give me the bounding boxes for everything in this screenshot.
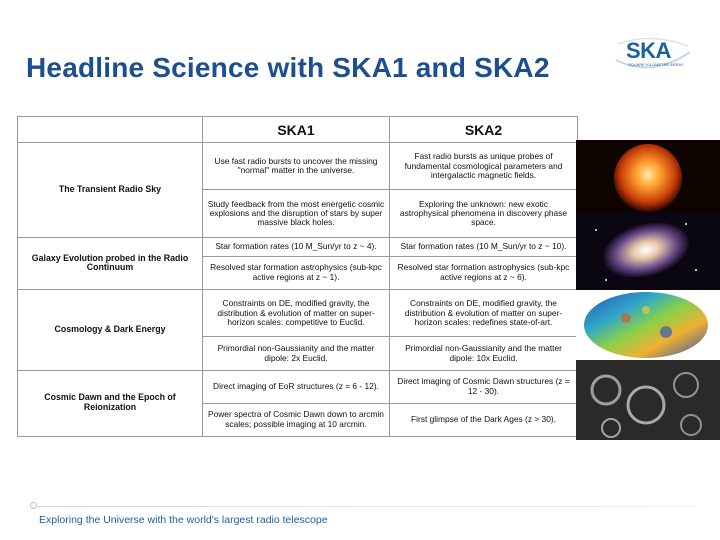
- table-row: [18, 143, 578, 190]
- table-row: [18, 370, 578, 403]
- table-row: [18, 289, 578, 336]
- footer-tagline: Exploring the Universe with the world's largest radio telescope: [39, 514, 328, 526]
- header-ska2: SKA2: [390, 117, 578, 143]
- ska1-cell: Use fast radio bursts to uncover the missing "normal" matter in the universe.: [203, 143, 390, 190]
- ska2-cell: Constraints on DE, modified gravity, the distribution & evolution of matter on super-horizon scales: redefines state-of-art.: [390, 289, 578, 336]
- slide-title: Headline Science with SKA1 and SKA2: [26, 52, 550, 83]
- category-cell: Cosmology & Dark Energy: [18, 289, 203, 370]
- header-ska1: SKA1: [203, 117, 390, 143]
- category-cell: Galaxy Evolution probed in the Radio Continuum: [18, 237, 203, 289]
- sun-star-image: [576, 140, 720, 212]
- table-row: [18, 237, 578, 256]
- ska1-cell: Primordial non-Gaussianity and the matter dipole: 2x Euclid.: [203, 337, 390, 370]
- ska1-cell: Resolved star formation astrophysics (sub-kpc active regions at z ~ 1).: [203, 256, 390, 289]
- ska2-cell: Fast radio bursts as unique probes of fundamental cosmological parameters and intergalactic magnetic fields.: [390, 143, 578, 190]
- cmb-map-image: [576, 290, 720, 360]
- galaxy-image: [576, 212, 720, 290]
- ska2-cell: Star formation rates (10 M_Sun/yr to z ~ 10).: [390, 237, 578, 256]
- science-table: [17, 116, 578, 437]
- category-cell: Cosmic Dawn and the Epoch of Reionization: [18, 370, 203, 436]
- header-empty: [18, 117, 203, 143]
- ska2-cell: Direct imaging of Cosmic Dawn structures (z = 12 - 30).: [390, 370, 578, 403]
- footer-divider: [36, 506, 696, 507]
- category-cell: The Transient Radio Sky: [18, 143, 203, 238]
- ska1-cell: Star formation rates (10 M_Sun/yr to z ~ 4).: [203, 237, 390, 256]
- ska2-cell: Exploring the unknown: new exotic astrophysical phenomena in discovery phase space.: [390, 190, 578, 237]
- ska1-cell: Constraints on DE, modified gravity, the distribution & evolution of matter on super-horizon scales: competitive to Euclid.: [203, 289, 390, 336]
- logo-text: SKA: [626, 38, 671, 63]
- astronomy-images: [576, 140, 720, 440]
- logo-subtext: SQUARE KILOMETRE ARRAY: [628, 62, 684, 67]
- ska2-cell: Resolved star formation astrophysics (sub-kpc active regions at z ~ 6).: [390, 256, 578, 289]
- ska1-cell: Study feedback from the most energetic cosmic explosions and the disruption of stars by super massive black holes.: [203, 190, 390, 237]
- ska2-cell: First glimpse of the Dark Ages (z > 30).: [390, 403, 578, 436]
- ska1-cell: Direct imaging of EoR structures (z = 6 - 12).: [203, 370, 390, 403]
- ska-logo: [612, 34, 692, 74]
- cosmic-dawn-bubbles-image: [576, 360, 720, 440]
- ska1-cell: Power spectra of Cosmic Dawn down to arcmin scales; possible imaging at 10 arcmin.: [203, 403, 390, 436]
- ska2-cell: Primordial non-Gaussianity and the matter dipole: 10x Euclid.: [390, 337, 578, 370]
